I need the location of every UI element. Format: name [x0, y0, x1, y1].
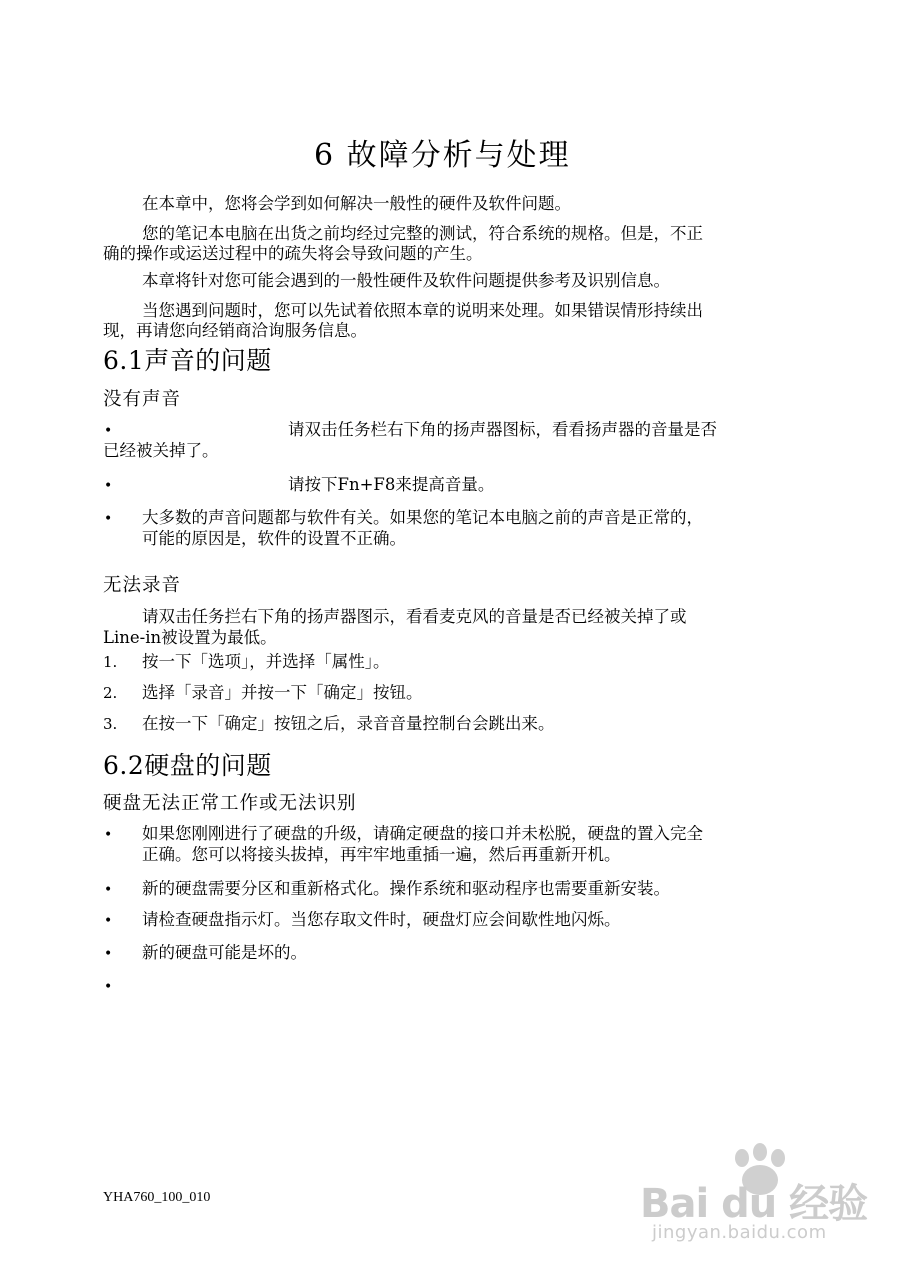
section-title-sound: 6.1声音的问题 — [103, 346, 272, 375]
bullet-text: 正确。您可以将接头拔掉，再牢牢地重插一遍，然后再重新开机。 — [142, 845, 621, 864]
step-text: 按一下「选项」，并选择「属性」。 — [142, 652, 390, 671]
bullet-text: 如果您刚刚进行了硬盘的升级，请确定硬盘的接口并未松脱，硬盘的置入完全 — [142, 824, 703, 843]
intro-line: 您的笔记本电脑在出货之前均经过完整的测试，符合系统的规格。但是，不正 — [142, 224, 703, 243]
bullet-text: 请检查硬盘指示灯。当您存取文件时，硬盘灯应会间歇性地闪烁。 — [142, 910, 621, 929]
subheading-disk: 硬盘无法正常工作或无法识别 — [103, 793, 357, 814]
step-number: 2. — [103, 684, 118, 702]
intro-line: 本章将针对您可能会遇到的一般性硬件及软件问题提供参考及识别信息。 — [142, 271, 670, 290]
bullet-text: 新的硬盘可能是坏的。 — [142, 943, 307, 962]
step-text: 选择「录音」并按一下「确定」按钮。 — [142, 683, 423, 702]
step-text: 在按一下「确定」按钮之后，录音音量控制台会跳出来。 — [142, 714, 555, 733]
intro-line: 在本章中，您将会学到如何解决一般性的硬件及软件问题。 — [142, 194, 571, 213]
watermark-logo: Bai du 经验 — [640, 1181, 868, 1227]
footer-code: YHA760_100_010 — [103, 1190, 211, 1205]
bullet-icon: • — [104, 478, 113, 494]
intro-line: 当您遇到问题时，您可以先试着依照本章的说明来处理。如果错误情形持续出 — [142, 301, 703, 320]
bullet-icon: • — [104, 979, 113, 995]
bullet-text: 新的硬盘需要分区和重新格式化。操作系统和驱动程序也需要重新安装。 — [142, 879, 670, 898]
bullet-icon: • — [104, 882, 113, 898]
bullet-icon: • — [104, 913, 113, 929]
bullet-text: 可能的原因是，软件的设置不正确。 — [142, 529, 406, 548]
intro-line: 确的操作或运送过程中的疏失将会导致问题的产生。 — [103, 244, 483, 263]
bullet-icon: • — [104, 946, 113, 962]
watermark-url: jingyan.baidu.com — [652, 1222, 827, 1243]
chapter-title: 6 故障分析与处理 — [314, 138, 571, 173]
subheading-no-sound: 没有声音 — [103, 389, 182, 410]
baidu-watermark — [640, 1140, 870, 1250]
step-number: 1. — [103, 653, 118, 671]
bullet-text: 大多数的声音问题都与软件有关。如果您的笔记本电脑之前的声音是正常的， — [142, 508, 703, 527]
step-number: 3. — [103, 715, 118, 733]
bullet-text: 请按下Fn+F8来提高音量。 — [288, 475, 495, 494]
bullet-icon: • — [104, 827, 113, 843]
bullet-text: 请双击任务栏右下角的扬声器图标，看看扬声器的音量是否 — [288, 420, 717, 439]
record-para-line: Line-in被设置为最低。 — [103, 628, 277, 647]
subheading-no-record: 无法录音 — [103, 575, 182, 596]
bullet-text: 已经被关掉了。 — [103, 441, 219, 460]
section-title-disk: 6.2硬盘的问题 — [103, 751, 272, 780]
intro-line: 现，再请您向经销商洽询服务信息。 — [103, 321, 367, 340]
bullet-icon: • — [104, 423, 113, 439]
record-para-line: 请双击任务拦右下角的扬声器图示，看看麦克风的音量是否已经被关掉了或 — [142, 607, 687, 626]
bullet-icon: • — [104, 511, 113, 527]
